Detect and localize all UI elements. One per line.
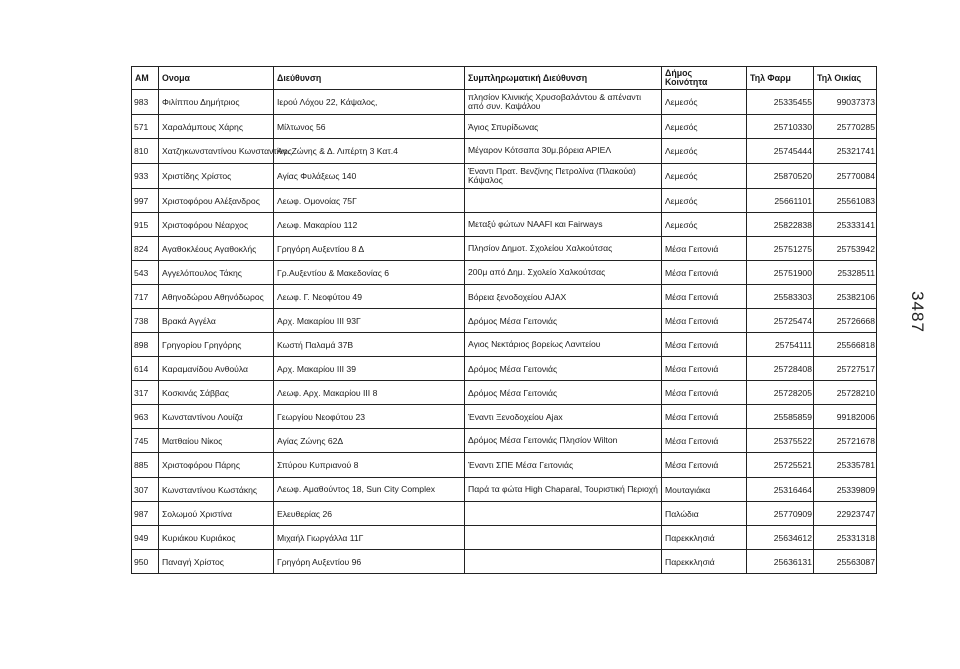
- row-municipality: Παλώδια: [662, 502, 747, 526]
- row-pharmacy-phone: 25710330: [747, 115, 814, 139]
- row-address: Λεωφ. Γ. Νεοφύτου 49: [274, 285, 465, 309]
- row-address: Αγίας Φυλάξεως 140: [274, 164, 465, 189]
- row-name: Χριστοφόρου Αλέξανδρος: [159, 189, 274, 213]
- row-pharmacy-phone: 25585859: [747, 405, 814, 429]
- row-pharmacy-phone: 25335455: [747, 90, 814, 115]
- row-address: Μίλτωνος 56: [274, 115, 465, 139]
- row-municipality: Μέσα Γειτονιά: [662, 453, 747, 478]
- row-extra-address: Δρόμος Μέσα Γειτονιάς: [465, 357, 662, 381]
- row-address: Λεωφ. Μακαρίου 112: [274, 213, 465, 237]
- row-pharmacy-phone: 25754111: [747, 333, 814, 357]
- row-home-phone: 25339809: [814, 478, 877, 502]
- row-name: Παναγή Χρίστος: [159, 550, 274, 574]
- row-address: Αγ. Ζώνης & Δ. Λιπέρτη 3 Κατ.4: [274, 139, 465, 164]
- row-extra-address: [465, 502, 662, 526]
- header-pharmacy-phone: Τηλ Φαρμ: [747, 67, 814, 90]
- row-pharmacy-phone: 25375522: [747, 429, 814, 453]
- table-row: [132, 309, 877, 333]
- row-extra-address: Έναντι Ξενοδοχείου Ajax: [465, 405, 662, 429]
- row-am: 614: [132, 357, 159, 381]
- pharmacy-table: [131, 66, 877, 574]
- row-municipality: Λεμεσός: [662, 90, 747, 115]
- header-home-phone: Τηλ Οικίας: [814, 67, 877, 90]
- row-name: Αθηνοδώρου Αθηνόδωρος: [159, 285, 274, 309]
- table-row: [132, 357, 877, 381]
- row-am: 571: [132, 115, 159, 139]
- row-municipality: Λεμεσός: [662, 189, 747, 213]
- row-name: Χριστοφόρου Νέαρχος: [159, 213, 274, 237]
- row-am: 950: [132, 550, 159, 574]
- table-row: [132, 526, 877, 550]
- table-row: [132, 237, 877, 261]
- row-am: 885: [132, 453, 159, 478]
- row-am: 997: [132, 189, 159, 213]
- row-extra-address: Μεταξύ φώτων NAAFI και Fairways: [465, 213, 662, 237]
- row-extra-address: [465, 526, 662, 550]
- row-address: Κωστή Παλαμά 37Β: [274, 333, 465, 357]
- header-municipality-label: Δήμος Κοινότητα: [665, 67, 708, 87]
- row-home-phone: 25770285: [814, 115, 877, 139]
- table-row: [132, 90, 877, 115]
- row-municipality: Μουταγιάκα: [662, 478, 747, 502]
- row-pharmacy-phone: 25583303: [747, 285, 814, 309]
- row-municipality: Λεμεσός: [662, 115, 747, 139]
- row-municipality: Παρεκκλησιά: [662, 526, 747, 550]
- row-municipality: Λεμεσός: [662, 164, 747, 189]
- pharmacy-list-document: [131, 66, 876, 574]
- row-address: Αρχ. Μακαρίου ΙΙΙ 93Γ: [274, 309, 465, 333]
- table-header-row: [132, 67, 877, 90]
- row-municipality: Λεμεσός: [662, 139, 747, 164]
- row-extra-address: [465, 550, 662, 574]
- row-am: 933: [132, 164, 159, 189]
- table-row: [132, 550, 877, 574]
- table-row: [132, 189, 877, 213]
- row-pharmacy-phone: 25728205: [747, 381, 814, 405]
- row-name: Σολωμού Χριστίνα: [159, 502, 274, 526]
- row-municipality: Μέσα Γειτονιά: [662, 357, 747, 381]
- row-address: Λεωφ. Ομονοίας 75Γ: [274, 189, 465, 213]
- table-row: [132, 213, 877, 237]
- table-row: [132, 429, 877, 453]
- row-home-phone: 25770084: [814, 164, 877, 189]
- row-address: Αγίας Ζώνης 62Δ: [274, 429, 465, 453]
- row-address: Μιχαήλ Γιωργάλλα 11Γ: [274, 526, 465, 550]
- row-am: 307: [132, 478, 159, 502]
- row-name: Γρηγορίου Γρηγόρης: [159, 333, 274, 357]
- row-municipality: Παρεκκλησιά: [662, 550, 747, 574]
- row-am: 824: [132, 237, 159, 261]
- row-pharmacy-phone: 25728408: [747, 357, 814, 381]
- row-municipality: Μέσα Γειτονιά: [662, 285, 747, 309]
- page-side-number: 3487: [907, 291, 927, 333]
- row-name: Κοσκινάς Σάββας: [159, 381, 274, 405]
- row-am: 898: [132, 333, 159, 357]
- row-home-phone: 22923747: [814, 502, 877, 526]
- row-name: Κωνσταντίνου Κωστάκης: [159, 478, 274, 502]
- row-pharmacy-phone: 25634612: [747, 526, 814, 550]
- row-municipality: Μέσα Γειτονιά: [662, 333, 747, 357]
- row-pharmacy-phone: 25661101: [747, 189, 814, 213]
- row-home-phone: 25333141: [814, 213, 877, 237]
- row-home-phone: 25727517: [814, 357, 877, 381]
- row-municipality: Μέσα Γειτονιά: [662, 381, 747, 405]
- row-extra-address: Έναντι ΣΠΕ Μέσα Γειτονιάς: [465, 453, 662, 478]
- row-pharmacy-phone: 25725521: [747, 453, 814, 478]
- row-pharmacy-phone: 25725474: [747, 309, 814, 333]
- row-home-phone: 25382106: [814, 285, 877, 309]
- row-address: Γρηγόρη Αυξεντίου 96: [274, 550, 465, 574]
- table-row: [132, 502, 877, 526]
- row-name: Ματθαίου Νίκος: [159, 429, 274, 453]
- row-municipality: Μέσα Γειτονιά: [662, 237, 747, 261]
- row-pharmacy-phone: 25636131: [747, 550, 814, 574]
- row-am: 543: [132, 261, 159, 285]
- row-municipality: Μέσα Γειτονιά: [662, 429, 747, 453]
- row-extra-address: Δρόμος Μέσα Γειτονιάς: [465, 309, 662, 333]
- row-pharmacy-phone: 25751275: [747, 237, 814, 261]
- row-name: Φιλίππου Δημήτριος: [159, 90, 274, 115]
- table-row: [132, 139, 877, 164]
- header-am: AM: [132, 67, 159, 90]
- row-address: Σπύρου Κυπριανού 8: [274, 453, 465, 478]
- row-pharmacy-phone: 25822838: [747, 213, 814, 237]
- row-home-phone: 25328511: [814, 261, 877, 285]
- row-extra-address: Μέγαρον Κότσαπα 30μ.βόρεια ΑΡΙΕΛ: [465, 139, 662, 164]
- row-address: Λεωφ. Αρχ. Μακαρίου ΙΙΙ 8: [274, 381, 465, 405]
- row-am: 810: [132, 139, 159, 164]
- row-am: 745: [132, 429, 159, 453]
- row-home-phone: 25561083: [814, 189, 877, 213]
- table-row: [132, 261, 877, 285]
- row-am: 738: [132, 309, 159, 333]
- row-extra-address: [465, 189, 662, 213]
- row-home-phone: 25321741: [814, 139, 877, 164]
- row-extra-address: πλησίον Κλινικής Χρυσοβαλάντου & απέναντι από συν. Καψάλου: [465, 90, 662, 115]
- row-address: Αρχ. Μακαρίου ΙΙΙ 39: [274, 357, 465, 381]
- row-extra-address: Πλησίον Δημοτ. Σχολείου Χαλκούτσας: [465, 237, 662, 261]
- row-address: Γρηγόρη Αυξεντίου 8 Δ: [274, 237, 465, 261]
- row-pharmacy-phone: 25770909: [747, 502, 814, 526]
- row-name: Κυριάκου Κυριάκος: [159, 526, 274, 550]
- row-pharmacy-phone: 25870520: [747, 164, 814, 189]
- row-name: Χατζηκωνσταντίνου Κωνσταντίνος: [159, 139, 274, 164]
- row-address: Γρ.Αυξεντίου & Μακεδονίας 6: [274, 261, 465, 285]
- table-row: [132, 405, 877, 429]
- header-municipality: [662, 67, 747, 90]
- row-extra-address: 200μ από Δημ. Σχολείο Χαλκούτσας: [465, 261, 662, 285]
- row-pharmacy-phone: 25745444: [747, 139, 814, 164]
- row-home-phone: 25566818: [814, 333, 877, 357]
- row-name: Κωνσταντίνου Λουίζα: [159, 405, 274, 429]
- row-am: 915: [132, 213, 159, 237]
- row-home-phone: 25335781: [814, 453, 877, 478]
- row-address: Γεωργίου Νεοφύτου 23: [274, 405, 465, 429]
- header-extra-address: Συμπληρωματική Διεύθυνση: [465, 67, 662, 90]
- row-address: Ιερού Λόχου 22, Κάψαλος,: [274, 90, 465, 115]
- row-name: Χαραλάμπους Χάρης: [159, 115, 274, 139]
- row-am: 317: [132, 381, 159, 405]
- row-am: 717: [132, 285, 159, 309]
- row-address: Λεωφ. Αμαθούντος 18, Sun City Complex: [274, 478, 465, 502]
- table-row: [132, 381, 877, 405]
- row-extra-address: Αγιος Νεκτάριος βορείως Λανιτείου: [465, 333, 662, 357]
- row-municipality: Μέσα Γειτονιά: [662, 405, 747, 429]
- row-extra-address: Παρά τα φώτα High Chaparal, Τουριστική Περιοχή: [465, 478, 662, 502]
- row-extra-address: Έναντι Πρατ. Βενζίνης Πετρολίνα (Πλακούα) Κάψαλος: [465, 164, 662, 189]
- table-row: [132, 478, 877, 502]
- row-extra-address: Δρόμος Μέσα Γειτονιάς Πλησίον Wilton: [465, 429, 662, 453]
- row-home-phone: 25331318: [814, 526, 877, 550]
- row-home-phone: 25726668: [814, 309, 877, 333]
- row-municipality: Μέσα Γειτονιά: [662, 309, 747, 333]
- row-municipality: Μέσα Γειτονιά: [662, 261, 747, 285]
- row-home-phone: 25563087: [814, 550, 877, 574]
- table-row: [132, 285, 877, 309]
- row-pharmacy-phone: 25751900: [747, 261, 814, 285]
- header-address: Διεύθυνση: [274, 67, 465, 90]
- row-home-phone: 25728210: [814, 381, 877, 405]
- row-home-phone: 99182006: [814, 405, 877, 429]
- row-am: 949: [132, 526, 159, 550]
- row-am: 983: [132, 90, 159, 115]
- header-name: Ονομα: [159, 67, 274, 90]
- row-name: Βρακά Αγγέλα: [159, 309, 274, 333]
- row-am: 963: [132, 405, 159, 429]
- row-home-phone: 25721678: [814, 429, 877, 453]
- table-row: [132, 333, 877, 357]
- row-name: Αγγελόπουλος Τάκης: [159, 261, 274, 285]
- table-row: [132, 453, 877, 478]
- row-home-phone: 99037373: [814, 90, 877, 115]
- table-row: [132, 115, 877, 139]
- row-home-phone: 25753942: [814, 237, 877, 261]
- row-name: Καραμανίδου Ανθούλα: [159, 357, 274, 381]
- row-name: Χριστίδης Χρίστος: [159, 164, 274, 189]
- row-extra-address: Δρόμος Μέσα Γειτονιάς: [465, 381, 662, 405]
- row-am: 987: [132, 502, 159, 526]
- table-row: [132, 164, 877, 189]
- row-name: Αγαθοκλέους Αγαθοκλής: [159, 237, 274, 261]
- row-extra-address: Άγιος Σπυρίδωνας: [465, 115, 662, 139]
- row-pharmacy-phone: 25316464: [747, 478, 814, 502]
- row-address: Ελευθερίας 26: [274, 502, 465, 526]
- row-municipality: Λεμεσός: [662, 213, 747, 237]
- row-extra-address: Βόρεια ξενοδοχείου AJAX: [465, 285, 662, 309]
- row-name: Χριστοφόρου Πάρης: [159, 453, 274, 478]
